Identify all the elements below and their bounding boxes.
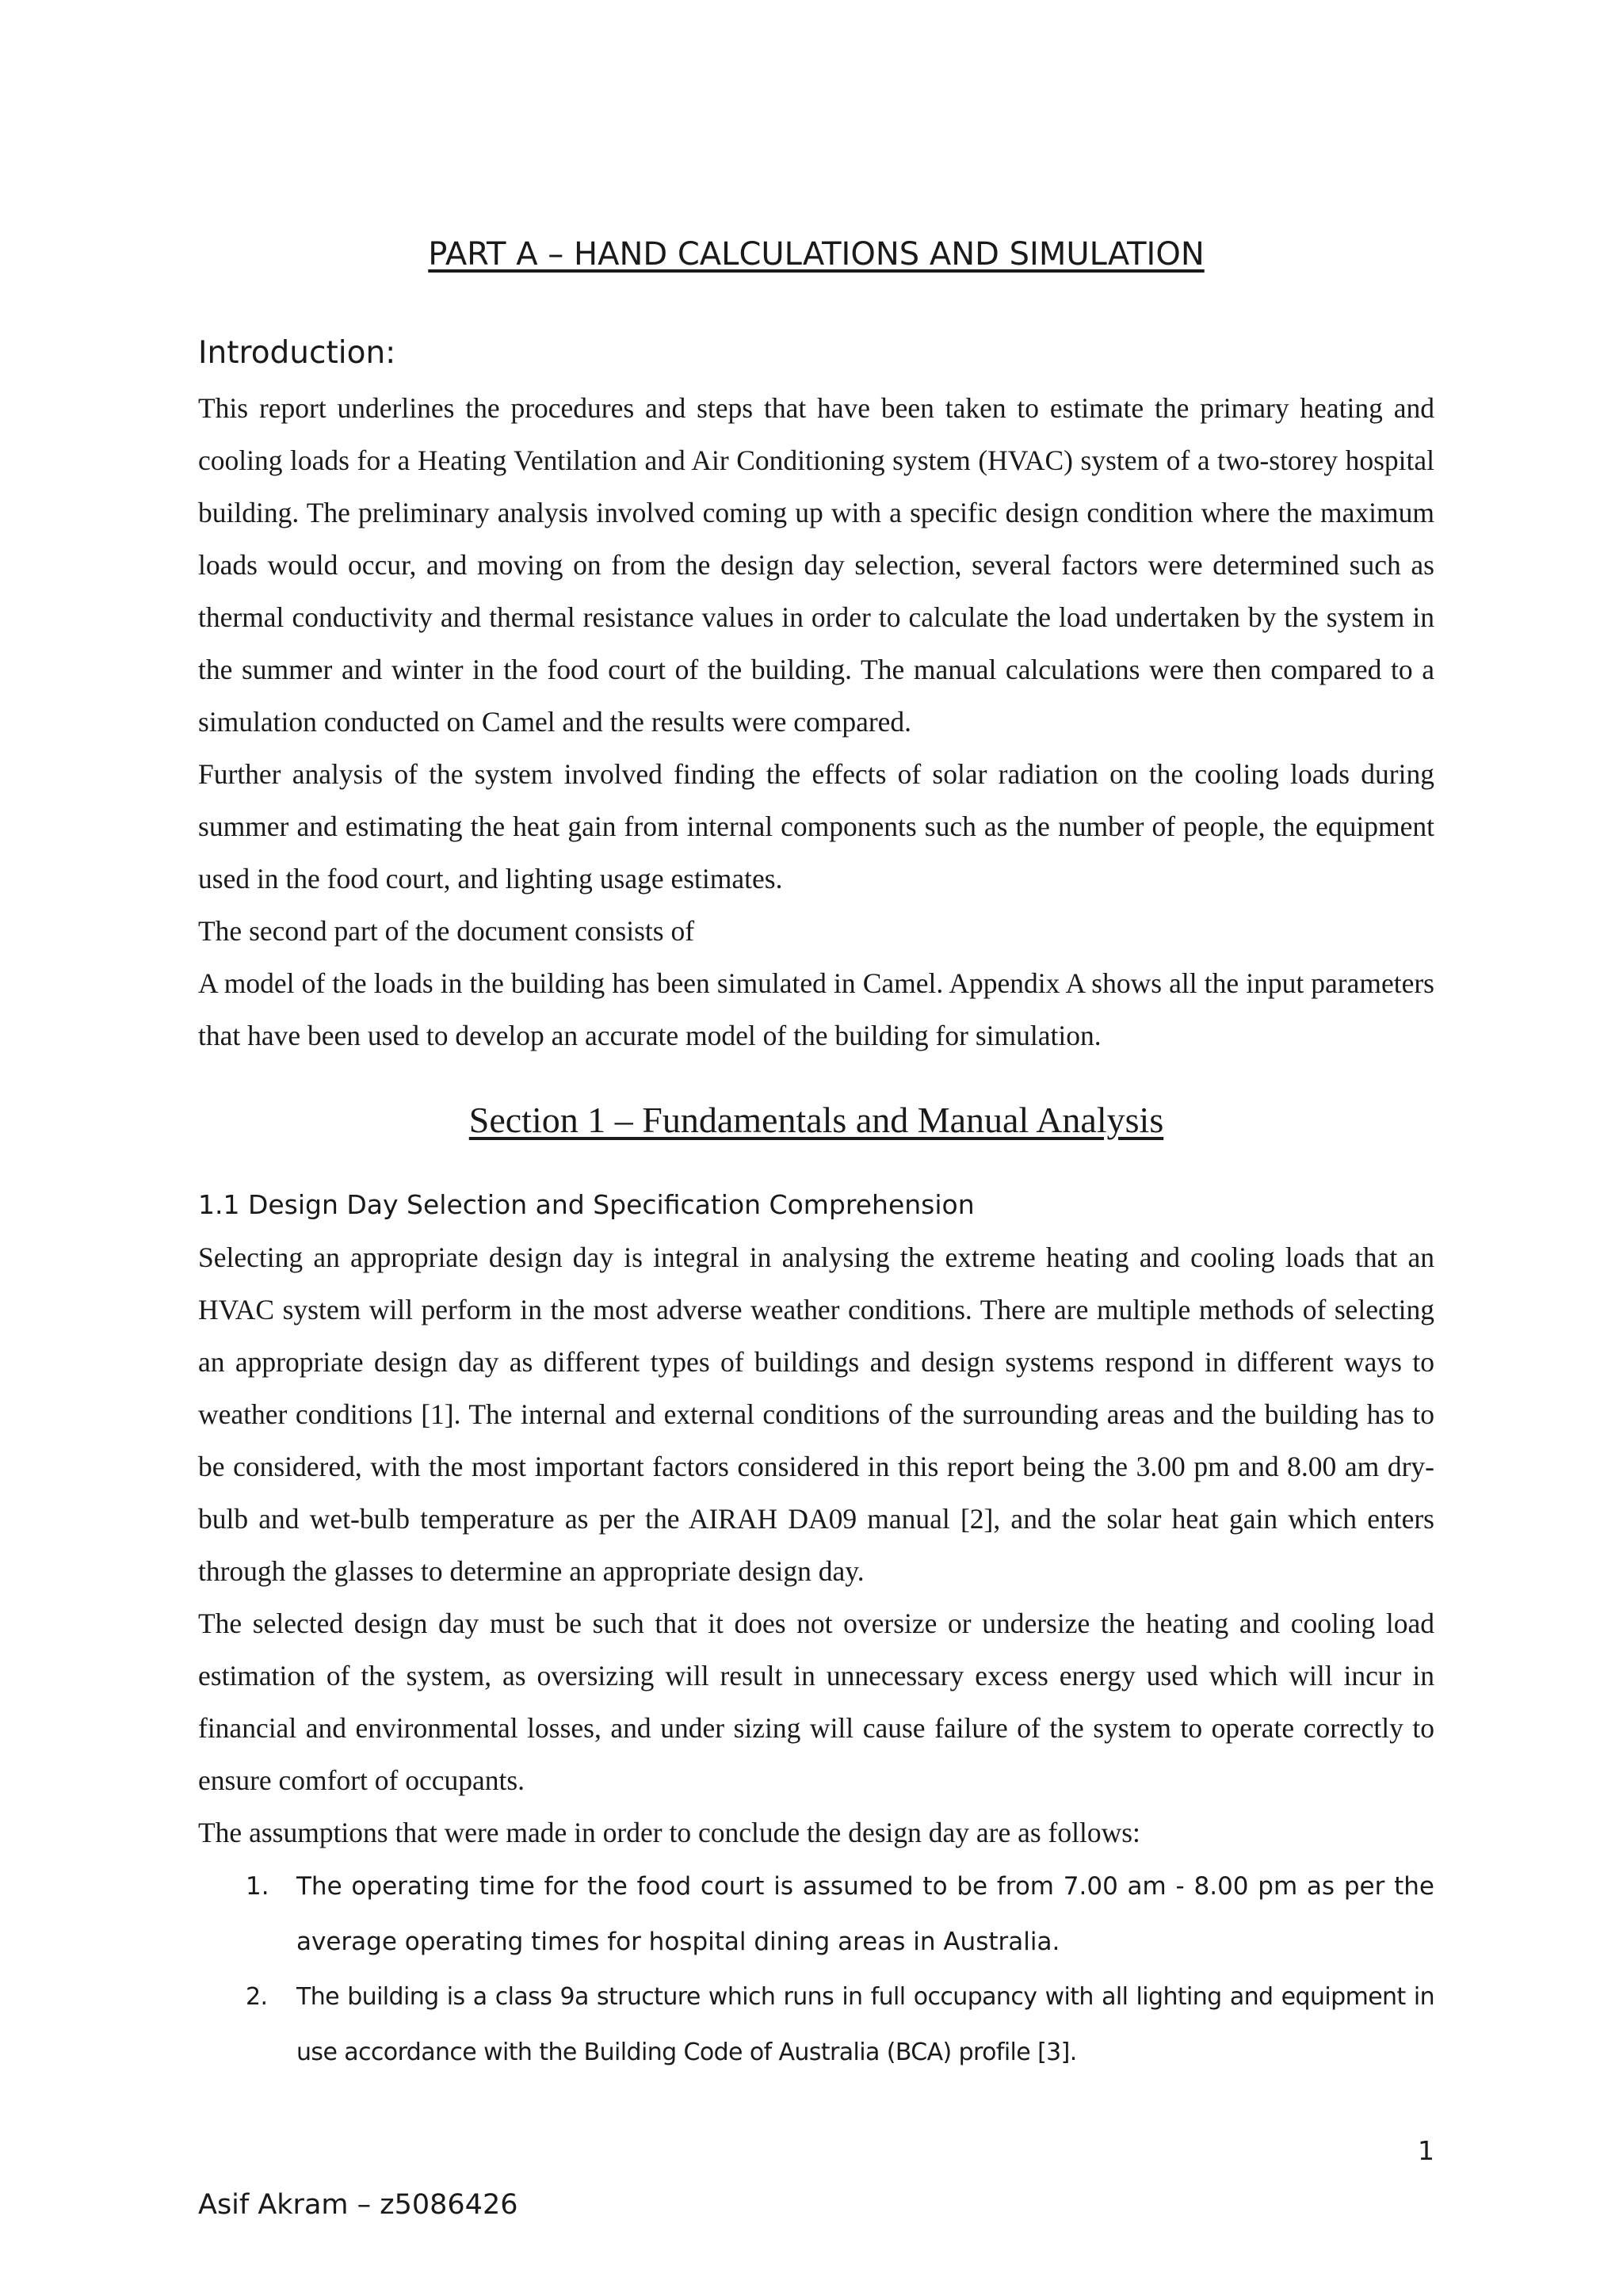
assumption-text: The building is a class 9a structure which runs in full occupancy with all lighting and equipment in use accordance with the Building Code of Australia (BCA) profile [3]. xyxy=(296,1983,1434,2066)
page-number: 1 xyxy=(1418,2135,1434,2166)
introduction-body xyxy=(198,382,1434,1062)
assumption-text: The operating time for the food court is assumed to be from 7.00 am - 8.00 pm as per the average operating times for hospital dining areas in Australia. xyxy=(296,1872,1434,1956)
intro-paragraph: A model of the loads in the building has been simulated in Camel. Appendix A shows all the input parameters that have been used to develop an accurate model of the building for simulation. xyxy=(198,967,1434,1051)
assumption-number: 2. xyxy=(246,1983,268,2011)
part-title: PART A – HAND CALCULATIONS AND SIMULATION xyxy=(428,236,1205,273)
intro-paragraph: The second part of the document consists of xyxy=(198,915,695,947)
assumption-item xyxy=(198,1970,1434,2081)
assumption-item xyxy=(198,1859,1434,1970)
subsection-1-1-heading: 1.1 Design Day Selection and Specification Comprehension xyxy=(198,1189,975,1220)
assumptions-list xyxy=(198,1859,1434,2081)
intro-paragraph: This report underlines the procedures and steps that have been taken to estimate the primary heating and cooling loads for a Heating Ventilation and Air Conditioning system (HVAC) system of a two-storey hospital building. The preliminary analysis involved coming up with a specific design condition where the maximum loads would occur, and moving on from the design day selection, several factors were determined such as thermal conductivity and thermal resistance values in order to calculate the load undertaken by the system in the summer and winter in the food court of the building. The manual calculations were then compared to a simulation conducted on Camel and the results were compared. xyxy=(198,392,1434,738)
subsection-1-1-body xyxy=(198,1231,1434,2081)
page-content xyxy=(198,230,1434,2081)
section-1-title: Section 1 – Fundamentals and Manual Analysis xyxy=(468,1100,1164,1140)
intro-paragraph: Further analysis of the system involved finding the effects of solar radiation on the cooling loads during summer and estimating the heat gain from internal components such as the number of people, the equipment used in the food court, and lighting usage estimates. xyxy=(198,758,1434,894)
section-paragraph: The assumptions that were made in order to conclude the design day are as follows: xyxy=(198,1817,1140,1848)
introduction-heading: Introduction: xyxy=(198,335,396,371)
section-paragraph: The selected design day must be such that it does not oversize or undersize the heating and cooling load estimation of the system, as oversizing will result in unnecessary excess energy used which will incur in financial and environmental losses, and under sizing will cause failure of the system to operate correctly to ensure comfort of occupants. xyxy=(198,1608,1434,1796)
section-paragraph: Selecting an appropriate design day is integral in analysing the extreme heating and cooling loads that an HVAC system will perform in the most adverse weather conditions. There are multiple methods of selecting an appropriate design day as different types of buildings and design systems respond in different ways to weather conditions [1]. The internal and external conditions of the surrounding areas and the building has to be considered, with the most important factors considered in this report being the 3.00 pm and 8.00 am dry-bulb and wet-bulb temperature as per the AIRAH DA09 manual [2], and the solar heat gain which enters through the glasses to determine an appropriate design day. xyxy=(198,1241,1434,1587)
footer-author: Asif Akram – z5086426 xyxy=(198,2189,518,2221)
assumption-number: 1. xyxy=(246,1872,269,1901)
